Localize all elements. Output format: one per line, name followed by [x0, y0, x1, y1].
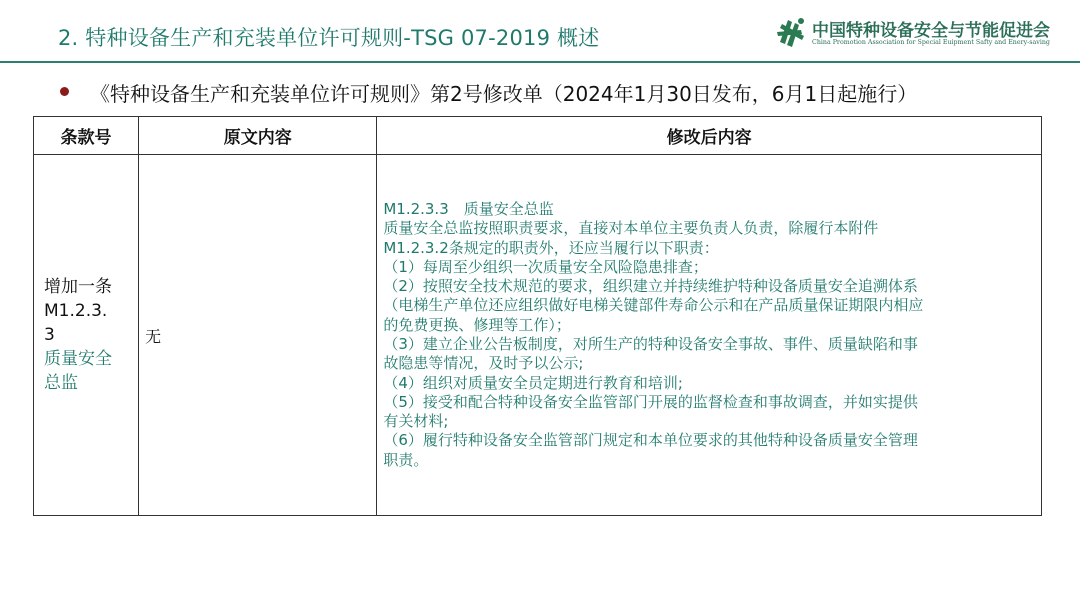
- bullet-dot-icon: [60, 87, 69, 96]
- logo-emblem-icon: [774, 12, 808, 52]
- original-content-cell: 无: [139, 155, 377, 516]
- modified-content-line: 质量安全总监按照职责要求，直接对本单位主要负责人负责，除履行本附件: [383, 219, 879, 238]
- modified-content-line: 有关材料;: [383, 412, 449, 431]
- modified-content-line: M1.2.3.3 质量安全总监: [383, 199, 554, 218]
- clause-line: 增加一条: [44, 277, 112, 297]
- modified-content-line: M1.2.3.2条规定的职责外，还应当履行以下职责：: [383, 238, 719, 257]
- organization-logo: [774, 12, 1074, 52]
- modified-content-line: 职责。: [383, 450, 429, 469]
- column-header-clause: 条款号: [34, 117, 139, 155]
- modified-content-line: 的免费更换、修理等工作）；: [383, 315, 571, 334]
- modified-content-line: （6）履行特种设备安全监管部门规定和本单位要求的其他特种设备质量安全管理: [383, 431, 918, 450]
- modified-content-line: （2）按照安全技术规范的要求，组织建立并持续维护特种设备质量安全追溯体系: [383, 277, 918, 296]
- table-row: [34, 155, 1042, 516]
- modified-content-line: （3）建立企业公告板制度，对所生产的特种设备安全事故、事件、质量缺陷和事: [383, 335, 918, 353]
- slide-title: 2. 特种设备生产和充装单位许可规则-TSG 07-2019 概述: [58, 26, 600, 50]
- modified-content-cell: [377, 155, 1042, 516]
- logo-chinese-name: 中国特种设备安全与节能促进会: [812, 21, 1050, 41]
- header-divider: [0, 61, 1080, 63]
- bullet-text: 《特种设备生产和充装单位许可规则》第2号修改单（2024年1月30日发布，6月1日起施行）: [90, 82, 918, 106]
- column-header-original: 原文内容: [139, 117, 377, 155]
- column-header-modified: 修改后内容: [377, 117, 1042, 155]
- clause-line: 3: [44, 325, 55, 345]
- clause-name-line: 总监: [44, 373, 78, 393]
- modified-content-line: （1）每周至少组织一次质量安全风险隐患排查；: [383, 257, 708, 276]
- modified-content-line: （5）接受和配合特种设备安全监管部门开展的监督检查和事故调查，并如实提供: [383, 392, 918, 411]
- logo-english-name: China Promotion Association for Special Euipment Safty and Enery-saving: [812, 39, 1050, 46]
- amendment-table: [33, 116, 1042, 516]
- modified-content-lines: [383, 200, 1037, 470]
- modified-content-line: （4）组织对质量安全员定期进行教育和培训;: [383, 373, 683, 392]
- modified-content-line: （电梯生产单位还应组织做好电梯关键部件寿命公示和在产品质量保证期限内相应: [383, 296, 924, 315]
- clause-name-line: 质量安全: [44, 349, 112, 369]
- clause-line: M1.2.3.: [44, 301, 108, 321]
- modified-content-line: 故隐患等情况，及时予以公示;: [383, 354, 584, 373]
- slide-header: [0, 0, 1080, 62]
- clause-cell: [34, 155, 139, 516]
- table-header-row: [34, 117, 1042, 155]
